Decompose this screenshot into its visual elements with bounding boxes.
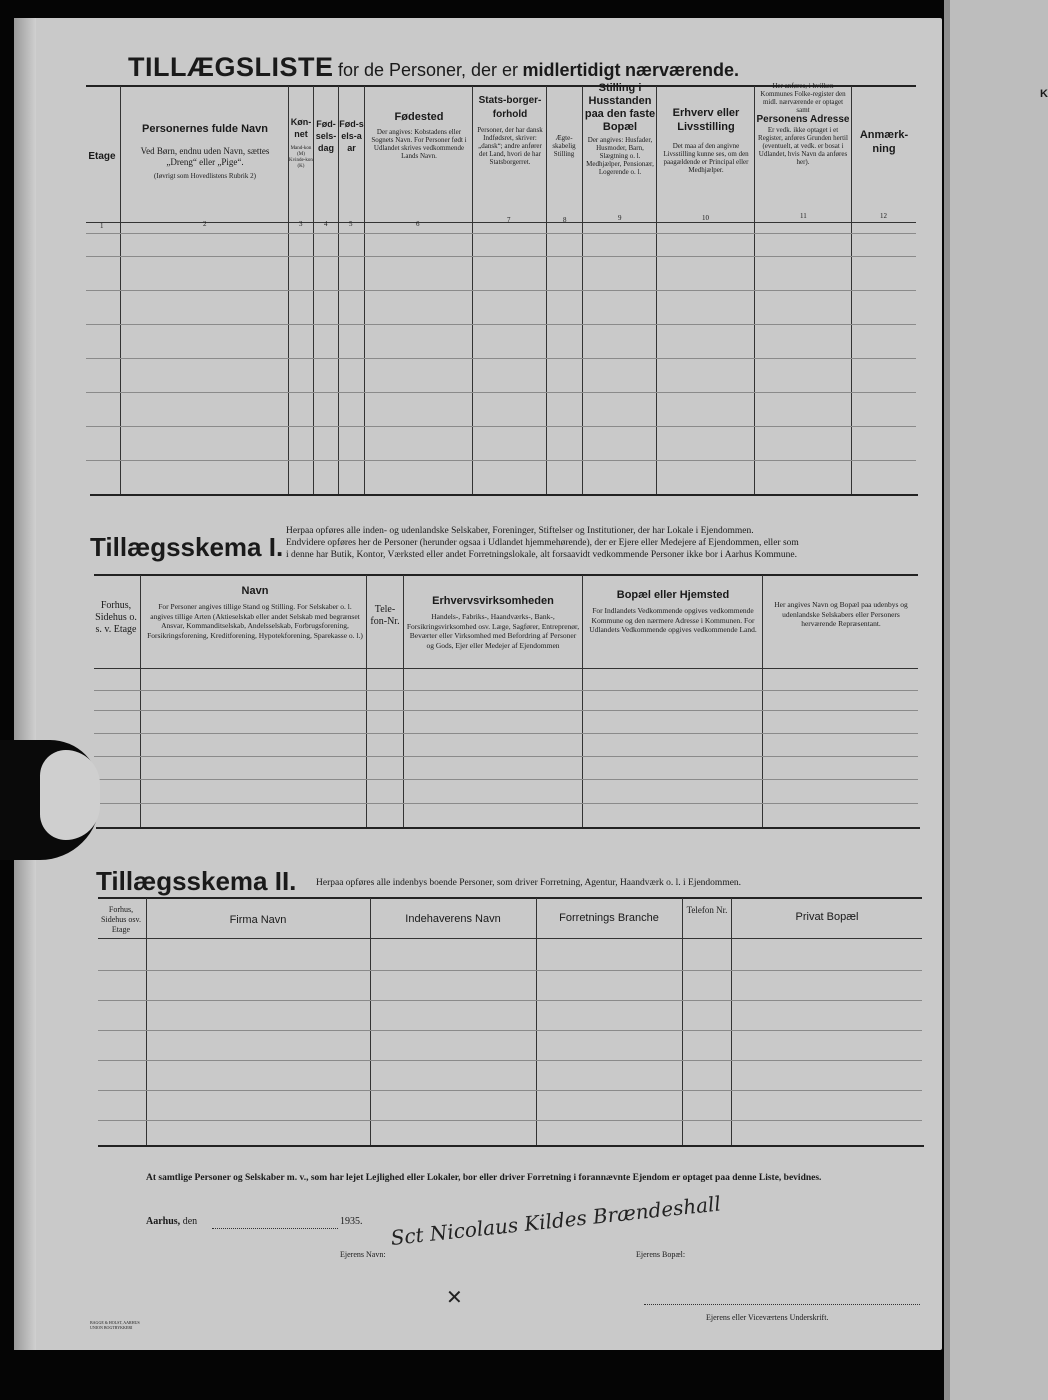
col-num: 7 xyxy=(507,216,511,224)
header-bottom-rule xyxy=(86,222,916,223)
thumb xyxy=(40,750,100,840)
col-statsborger-detail: Personer, der har dansk Indfødsret, skriver: „dansk“; andre anfører det Land, hvori de har Statsborgerret. xyxy=(477,126,543,166)
date-year: 1935. xyxy=(340,1216,363,1227)
col-navn-title: Personernes fulde Navn xyxy=(142,123,268,135)
table-row xyxy=(86,256,916,257)
table-row xyxy=(86,290,916,291)
col-stilling xyxy=(584,82,656,176)
date-den: den xyxy=(182,1216,198,1227)
col-num: 12 xyxy=(880,212,887,220)
table-row xyxy=(94,733,918,734)
schema2-header-rule xyxy=(98,938,922,939)
table-row xyxy=(98,1060,922,1061)
adjacent-page-letter: K xyxy=(1040,88,1048,100)
table-row xyxy=(98,1090,922,1091)
table-row xyxy=(94,756,918,757)
schema1-col-erhverv xyxy=(406,594,580,650)
table-row xyxy=(98,1120,922,1121)
col-navn-note: (Iøvrigt som Hovedlistens Rubrik 2) xyxy=(154,172,256,180)
schema1-intro-line: Endvidere opføres her de Personer (herunder ogsaa i Udlandet hjemmehørende), der er Ejere eller Medejere af Ejendommen, eller som xyxy=(286,538,799,548)
schema1-col-navn-title: Navn xyxy=(241,585,269,597)
schema1-title: Tillægsskema I. xyxy=(90,532,284,562)
owner-name-label: Ejerens Navn: xyxy=(340,1250,386,1259)
schema1-intro xyxy=(286,525,918,561)
col-erhverv-detail: Det maa af den angivne Livsstilling kunne ses, om den paagældende er Principal eller Medhjælper. xyxy=(663,142,749,174)
declaration-text: At samtlige Personer og Selskaber m. v., som har lejet Lejlighed eller Lokaler, bor eller driver Forretning i forannævnte Ejendom er optaget paa denne Liste, bevidnes. xyxy=(146,1173,822,1183)
col-foedested-detail: Der angives: Kobstadens eller Sognets Navn. For Personer født i Udlandet skrives vedkommende Lands Navn. xyxy=(371,128,467,160)
schema1-col-navn xyxy=(146,584,364,640)
schema1-col-bopael-title: Bopæl eller Hjemsted xyxy=(616,589,730,601)
schema1-col-bopael-detail: For Indlandets Vedkommende opgives vedkommende Kommune og den nærmere Adresse i Kommunen. For Udlandets Vedkommende opgives vedkommende Land. xyxy=(589,606,757,634)
owner-address-label: Ejerens Bopæl: xyxy=(636,1250,686,1259)
col-adresse xyxy=(756,82,850,166)
table-row xyxy=(86,392,916,393)
table-row xyxy=(94,710,918,711)
schema1-intro-line: i denne har Butik, Kontor, Værksted eller andet Forretningslokale, alt forsaavidt vedkommende Personer ikke bor i Aarhus Kommune. xyxy=(286,550,798,560)
table-row xyxy=(98,1030,922,1031)
col-adresse-detail-top: Her anføres, i hvilken Kommunes Folke-register den midl. nærværende er optaget samt xyxy=(760,82,846,114)
col-aegteskab-detail: Ægte-skabelig Stilling xyxy=(552,134,576,158)
col-num: 3 xyxy=(299,220,303,228)
table-row xyxy=(86,358,916,359)
col-etage-title: Etage xyxy=(88,151,116,162)
col-foedselsaar-title: Fød-sels-aar xyxy=(339,119,364,153)
cross-mark: ✕ xyxy=(446,1287,463,1309)
schema1-bottom-rule xyxy=(96,827,920,829)
binding-spine xyxy=(14,18,36,1350)
table-row xyxy=(98,970,922,971)
title-main: TILLÆGSLISTE xyxy=(128,52,334,82)
schema1-col-erhverv-detail: Handels-, Fabriks-, Haandværks-, Bank-, Forsikringsvirksomhed osv. Læge, Sagfører, Entreprenør, Beværter eller Virksomhed med Befordring af Personer og Gods, Ejer eller Medejer af Ejendommen xyxy=(406,612,580,650)
schema2-col-branche: Forretnings Branche xyxy=(559,912,659,924)
col-koen-title: Køn-net xyxy=(290,117,312,139)
table-row xyxy=(94,779,918,780)
col-navn xyxy=(124,122,286,180)
table-row xyxy=(86,460,916,461)
schema2-intro: Herpaa opføres alle indenbys boende Personer, som driver Forretning, Agentur, Haandværk o. l. i Ejendommen. xyxy=(316,878,742,888)
col-foedested xyxy=(368,110,470,160)
owner-signature: Sct Nicolaus Kildes Brændeshall xyxy=(389,1191,722,1250)
schema1-col-bopael xyxy=(586,588,760,635)
col-num: 2 xyxy=(203,220,207,228)
schema1-col-navn-detail: For Personer angives tillige Stand og Stilling. For Selskaber o. l. angives tillige Arten (Aktieselskab eller andet Selskab med begrænset Ansvar, Kommanditselskab, Andelsselskab, Forbrugsforening, Forsikringsforening, Kreditforening, Hypotekforening, Sparekasse o. l.) xyxy=(147,602,363,640)
page-edge xyxy=(944,0,950,1400)
schema2-col-indehaver: Indehaverens Navn xyxy=(405,913,501,925)
schema2-col-etage: Forhus, Sidehus osv. Etage xyxy=(101,905,141,934)
col-num: 6 xyxy=(416,220,420,228)
col-statsborger xyxy=(475,94,545,166)
schema2-col-bopael: Privat Bopæl xyxy=(795,911,859,923)
col-num: 5 xyxy=(349,220,353,228)
page-title xyxy=(128,52,888,84)
col-num: 11 xyxy=(800,212,807,220)
printer-mark: BAGGE & HOLST, AARHUS UNION BOGTRYKKERI xyxy=(90,1320,140,1330)
schema1-top-rule xyxy=(94,574,918,576)
col-stilling-title: Stilling i Husstanden paa den faste Bopæl xyxy=(584,82,656,133)
schema2-bottom-rule xyxy=(98,1145,924,1147)
date-blank xyxy=(212,1228,338,1229)
col-adresse-detail: Er vedk. ikke optaget i et Register, anføres Grunden hertil (eventuelt, at vedk. er bosat i Udlandet, hvis Navn da anføres her). xyxy=(758,126,848,166)
col-statsborger-title: Stats-borger-forhold xyxy=(478,95,542,120)
table-bottom-rule xyxy=(90,494,918,496)
col-num: 10 xyxy=(702,214,709,222)
title-mid: for de Personer, der er xyxy=(337,60,519,80)
schema1-col-erhverv-title: Erhvervsvirksomheden xyxy=(432,595,554,607)
col-adresse-title: Personens Adresse xyxy=(756,114,850,125)
schema1-header-rule xyxy=(94,668,918,669)
schema1-col-repraesentant: Her angives Navn og Bopæl paa udenbys og udenlandske Selskabers eller Personers herværende Repræsentant. xyxy=(774,600,908,628)
table-row xyxy=(98,1000,922,1001)
date-city: Aarhus, xyxy=(146,1216,181,1227)
schema2-col-telefon: Telefon Nr. xyxy=(686,905,728,915)
schema1-col-telefon: Tele-fon-Nr. xyxy=(370,604,400,627)
schema2-top-rule xyxy=(98,897,922,899)
col-navn-detail: Ved Børn, endnu uden Navn, sættes „Dreng“ eller „Pige“. xyxy=(140,146,270,167)
adjacent-page xyxy=(944,0,1048,1400)
date-line xyxy=(146,1216,197,1227)
table-row xyxy=(94,690,918,691)
col-koen-detail: Mand-kon (M) Kvinde-kon (K) xyxy=(289,146,313,169)
table-row xyxy=(86,426,916,427)
col-foedselsdag-title: Fød-sels-dag xyxy=(315,119,337,153)
col-foedested-title: Fødested xyxy=(394,111,444,123)
col-erhverv xyxy=(658,106,754,174)
signature-line xyxy=(644,1304,920,1305)
schema1-col-etage: Forhus, Sidehus o. s. v. Etage xyxy=(95,600,137,635)
col-stilling-detail: Der angives: Husfader, Husmoder, Barn, Slægtning o. l. Medhjælper, Pensionær, Logerende o. l. xyxy=(586,136,654,176)
col-num: 1 xyxy=(100,222,104,230)
schema2-col-firma: Firma Navn xyxy=(229,914,287,926)
col-num: 8 xyxy=(563,216,567,224)
col-erhverv-title: Erhverv eller Livsstilling xyxy=(672,107,740,133)
title-emph: midlertidigt xyxy=(522,60,621,80)
col-anmaerkning-title: Anmærk-ning xyxy=(859,129,909,155)
col-num: 4 xyxy=(324,220,328,228)
schema2-title: Tillægsskema II. xyxy=(96,866,297,896)
col-koen xyxy=(289,116,313,170)
col-num: 9 xyxy=(618,214,622,222)
table-row xyxy=(86,233,916,234)
table-row xyxy=(94,803,918,804)
signature-label: Ejerens eller Viceværtens Underskrift. xyxy=(706,1313,829,1322)
table-row xyxy=(86,324,916,325)
schema1-intro-line: Herpaa opføres alle inden- og udenlandske Selskaber, Foreninger, Stiftelser og Institutioner, der har Lokale i Ejendommen. xyxy=(286,526,754,536)
title-end: nærværende. xyxy=(624,60,740,80)
